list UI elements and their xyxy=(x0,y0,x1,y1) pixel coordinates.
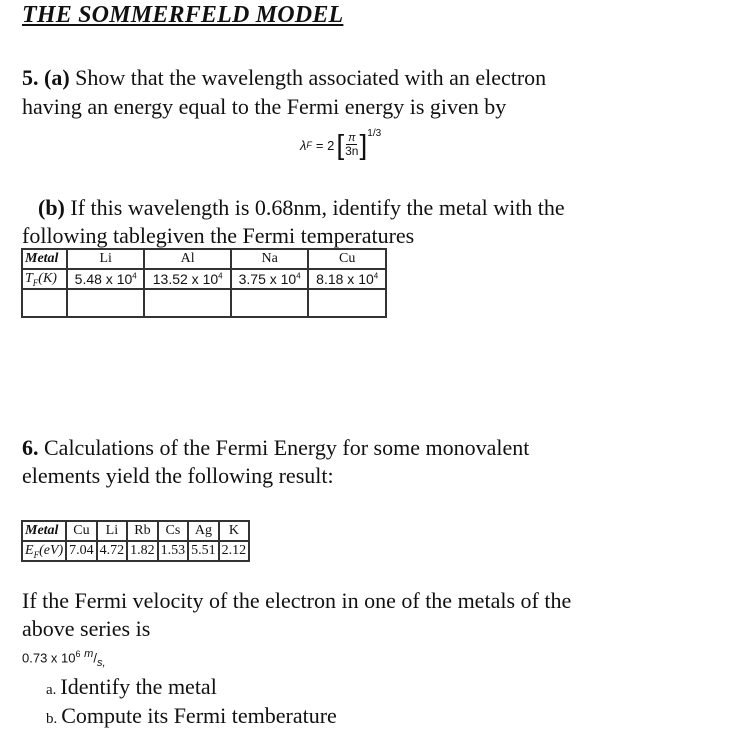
table-cell xyxy=(231,289,309,317)
fermi-velocity-value: 0.73 x $10^6$ $^m/_{s,}$ xyxy=(22,648,106,669)
q5-number: 5. xyxy=(22,65,39,90)
table-cell: Na xyxy=(231,249,309,269)
table-row-label: $E_F(eV)$ xyxy=(22,541,66,561)
list-marker: a. xyxy=(46,682,57,698)
table-cell: Li xyxy=(67,249,145,269)
q6-line2: elements yield the following result: xyxy=(22,463,334,488)
fermi-temperature-table xyxy=(21,248,387,318)
q6-number: 6. xyxy=(22,435,39,460)
formula-denominator: 3n xyxy=(345,144,359,158)
fermi-wavelength-formula xyxy=(300,128,381,162)
q5-part-b-label: (b) xyxy=(38,195,65,220)
formula-lambda-sub: F xyxy=(306,140,312,150)
table-cell: K xyxy=(219,521,250,541)
table-cell: Al xyxy=(144,249,230,269)
table-row xyxy=(22,269,386,289)
table-row xyxy=(22,249,386,269)
table-cell: 13.52 x $10^4$ xyxy=(144,269,230,289)
table-cell xyxy=(308,289,386,317)
table-cell: 3.75 x $10^4$ xyxy=(231,269,309,289)
table-row xyxy=(22,541,249,561)
list-marker: b. xyxy=(46,711,58,727)
q5-part-b-line1: If this wavelength is 0.68nm, identify the metal with the xyxy=(70,195,565,220)
formula-exponent: 1/3 xyxy=(367,128,382,139)
table-cell: Cu xyxy=(308,249,386,269)
velocity-unit-num: m xyxy=(84,648,94,660)
table-header-label: Metal xyxy=(22,249,67,269)
q6-velocity-line1: If the Fermi velocity of the electron in one of the metals of the xyxy=(22,588,572,613)
table-row-label: $T_F(K)$ xyxy=(22,269,67,289)
q5-part-a xyxy=(22,64,546,92)
q6-line1: Calculations of the Fermi Energy for some monovalent xyxy=(44,435,530,460)
table-cell: Cu xyxy=(66,521,97,541)
table-cell: Rb xyxy=(127,521,158,541)
formula-equals: = 2 xyxy=(315,137,335,153)
list-item-text: Identify the metal xyxy=(60,674,217,699)
table-cell: 2.12 xyxy=(219,541,250,561)
table-row xyxy=(22,521,249,541)
table-cell: 5.51 xyxy=(188,541,219,561)
table-cell: 8.18 x $10^4$ xyxy=(308,269,386,289)
table-cell: 4.72 xyxy=(97,541,128,561)
formula-right-bracket: ] xyxy=(359,129,368,160)
table-cell: Cs xyxy=(158,521,189,541)
velocity-unit-den: s, xyxy=(96,656,106,669)
table-cell: 1.82 xyxy=(127,541,158,561)
formula-lambda: λ xyxy=(300,137,307,153)
q6-intro xyxy=(22,434,529,462)
table-cell: Ag xyxy=(188,521,219,541)
fermi-energy-table xyxy=(21,520,250,562)
table-row xyxy=(22,289,386,317)
table-cell xyxy=(144,289,230,317)
velocity-mantissa: 0.73 x 10 xyxy=(22,650,76,666)
q6-velocity-line2: above series is xyxy=(22,616,151,641)
table-header-label: Metal xyxy=(22,521,66,541)
list-item xyxy=(46,702,337,733)
table-cell: 7.04 xyxy=(66,541,97,561)
list-item xyxy=(46,673,217,704)
q5-part-a-label: (a) xyxy=(44,65,70,90)
table-cell xyxy=(22,289,67,317)
table-cell xyxy=(67,289,145,317)
formula-numerator: π xyxy=(348,132,356,144)
velocity-exponent: 6 xyxy=(75,649,81,659)
q5-part-a-line2: having an energy equal to the Fermi energy is given by xyxy=(22,94,507,119)
table-cell: 1.53 xyxy=(158,541,189,561)
formula-fraction xyxy=(345,132,358,158)
q5-part-b xyxy=(38,194,565,222)
page-title: THE SOMMERFELD MODEL xyxy=(22,2,344,28)
table-cell: 5.48 x $10^4$ xyxy=(67,269,145,289)
q5-part-a-line1: Show that the wavelength associated with an electron xyxy=(75,65,547,90)
table-cell: Li xyxy=(97,521,128,541)
list-item-text: Compute its Fermi temberature xyxy=(61,703,337,728)
q5-part-b-line2: following tablegiven the Fermi temperatures xyxy=(22,223,415,248)
formula-left-bracket: [ xyxy=(336,129,345,160)
